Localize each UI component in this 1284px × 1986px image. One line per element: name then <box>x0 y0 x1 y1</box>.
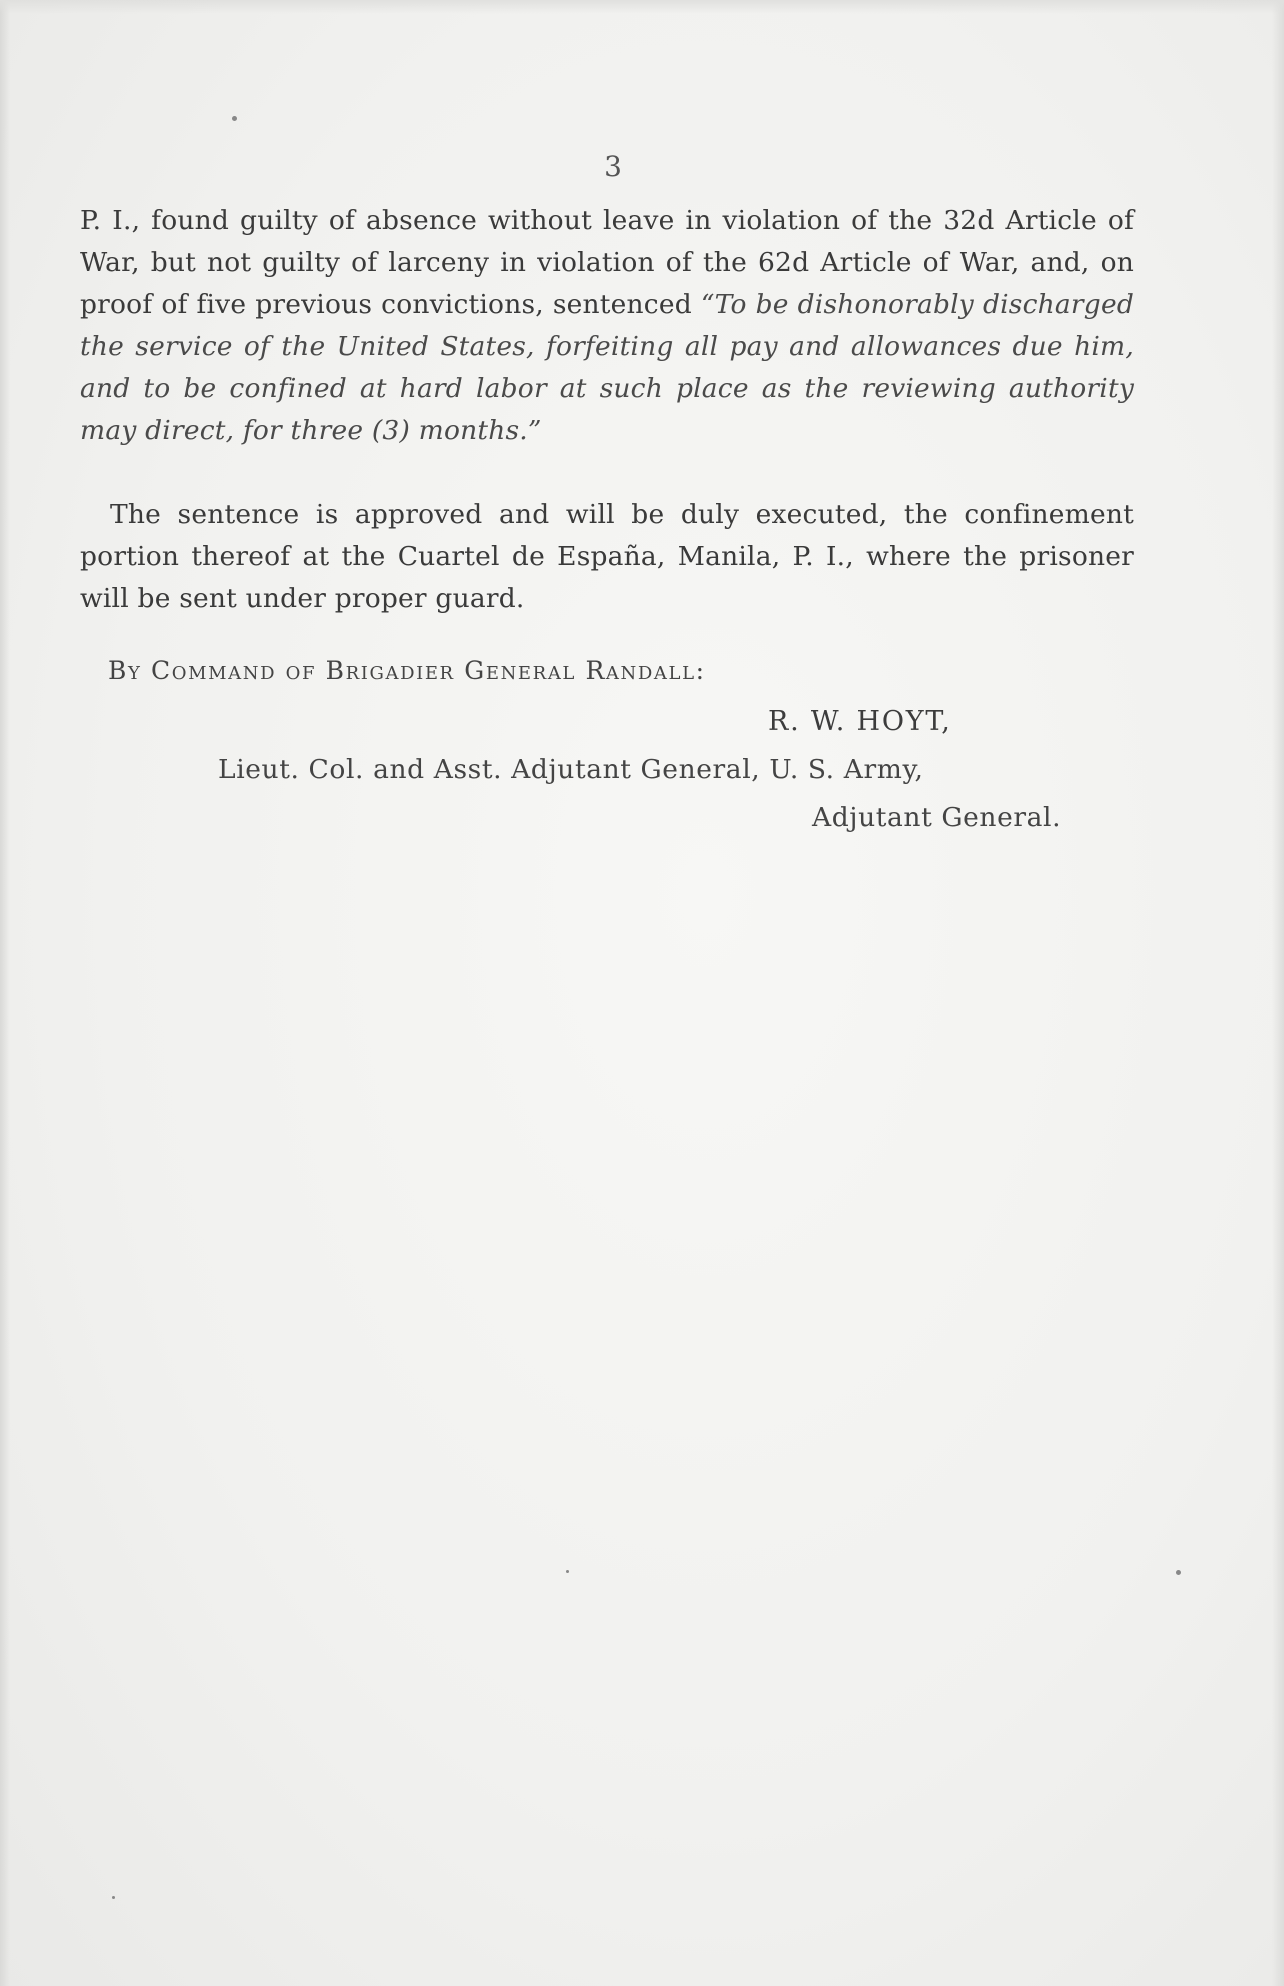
ink-speck <box>566 1570 569 1573</box>
ink-speck <box>232 116 237 121</box>
command-line: By Command of Brigadier General Randall: <box>108 656 706 685</box>
signer-name: R. W. HOYT, <box>768 706 952 737</box>
signer-rank: Lieut. Col. and Asst. Adjutant General, U. S. Army, <box>218 754 924 785</box>
order-paragraph-2: The sentence is approved and will be duly executed, the confinement portion thereof at the Cuartel de España, Manila, P. I., where the prisoner will be sent under proper guard. <box>80 499 1134 614</box>
ink-speck <box>112 1896 115 1899</box>
page-edge-left <box>0 0 10 1986</box>
order-paragraph-1 <box>80 200 1134 452</box>
page-number: 3 <box>604 150 622 183</box>
page-edge-top <box>0 0 1284 14</box>
sentence-quote: “To be dishonorably discharged the service of the United States, forfeiting all pay and allowances due him, and to be confined at hard labor at such place as the reviewing authority may direct, for three (3) months.” <box>80 289 1134 446</box>
ink-speck <box>1176 1570 1181 1575</box>
page-edge-right <box>1272 0 1284 1986</box>
paragraph-lead-text: P. I., found guilty of absence without leave in violation of the 32d Article of War, but not guilty of larceny in violation of the 62d Article of War, and, on proof of five previous convictions, sentenced <box>80 205 1134 320</box>
signer-role: Adjutant General. <box>812 802 1062 833</box>
